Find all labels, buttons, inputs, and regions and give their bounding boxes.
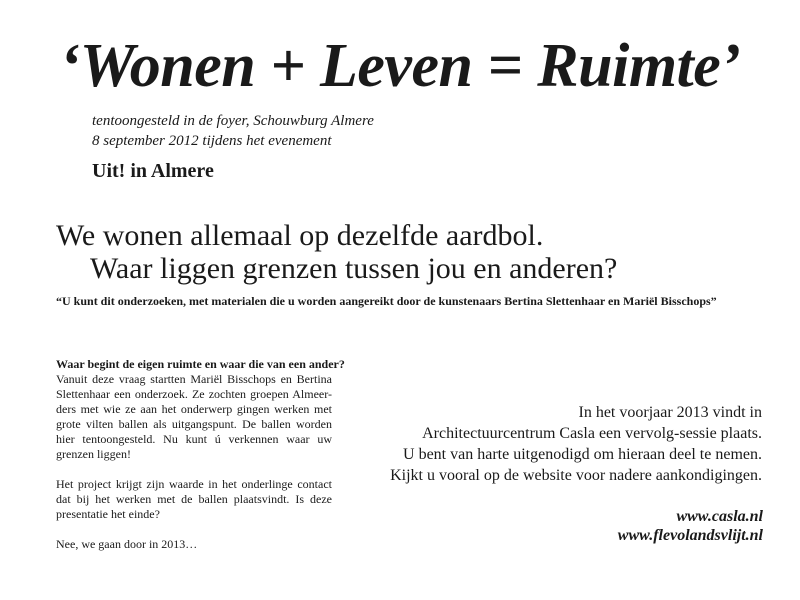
intro-paragraph: Vanuit deze vraag startten Mariël Bisschops en Bertina Slettenhaar een onderzoek. Ze zochten groepen Almeer-ders met wie ze aan het onderwerp gingen werken met grote vilten ballen als uitgangspunt. De ballen worden hier tentoongesteld. Nu kunt ú verkennen waar uw grenzen liggen! bbox=[56, 372, 332, 461]
event-name: Uit! in Almere bbox=[92, 160, 214, 182]
page-title: ‘Wonen + Leven = Ruimte’ bbox=[59, 32, 741, 100]
left-text-column bbox=[56, 357, 345, 552]
exhibition-date: 8 september 2012 tijdens het evenement bbox=[92, 133, 332, 149]
flevolandsvlijt-link[interactable]: www.flevolandsvlijt.nl bbox=[617, 527, 763, 544]
closing-paragraph: Nee, we gaan door in 2013… bbox=[56, 537, 198, 551]
followup-line-3: U bent van harte uitgenodigd om hieraan deel te nemen. bbox=[403, 446, 762, 463]
lead-question: Waar begint de eigen ruimte en waar die van een ander? bbox=[56, 357, 345, 371]
artists-quote: “U kunt dit onderzoeken, met materialen die u worden aangereikt door de kunstenaars Bertina Slettenhaar en Mariël Bisschops” bbox=[56, 294, 717, 308]
paragraph-spacer bbox=[56, 462, 332, 477]
casla-link[interactable]: www.casla.nl bbox=[676, 508, 763, 525]
followup-line-4: Kijkt u vooral op de website voor nadere aankondigingen. bbox=[390, 467, 762, 484]
headline-line-1: We wonen allemaal op dezelfde aardbol. bbox=[56, 219, 544, 252]
right-text-column bbox=[380, 402, 762, 486]
followup-line-1: In het voorjaar 2013 vindt in bbox=[578, 404, 762, 421]
website-links bbox=[560, 507, 763, 545]
followup-line-2: Architectuurcentrum Casla een vervolg-sessie plaats. bbox=[422, 425, 762, 442]
value-paragraph: Het project krijgt zijn waarde in het onderlinge contact dat bij het werken met de ballen plaatsvindt. Is deze presentatie het einde? bbox=[56, 477, 332, 521]
paragraph-spacer bbox=[56, 522, 332, 537]
exhibition-location: tentoongesteld in de foyer, Schouwburg Almere bbox=[92, 113, 374, 129]
headline-line-2: Waar liggen grenzen tussen jou en anderen? bbox=[90, 252, 618, 285]
